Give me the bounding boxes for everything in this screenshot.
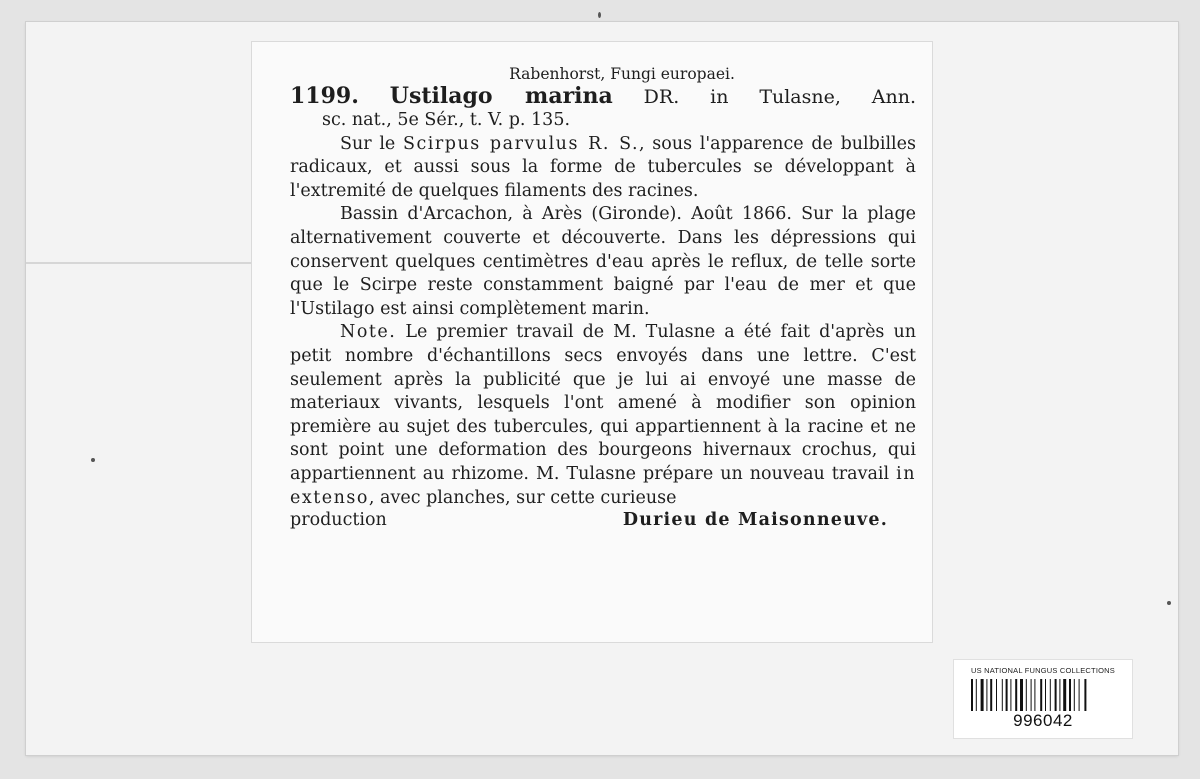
habitat-prefix: Sur le <box>340 133 396 154</box>
note-text-continued: , avec planches, sur cette curieuse <box>368 487 677 508</box>
barcode-graphic <box>969 679 1117 711</box>
reference-continuation: sc. nat., 5e Sér., t. V. p. 135. <box>322 110 571 130</box>
habitat-paragraph <box>290 133 916 204</box>
note-label: Note. <box>340 322 397 343</box>
exsiccata-number: 1199. <box>290 83 359 109</box>
accession-number: 996042 <box>1013 711 1073 730</box>
note-paragraph <box>290 321 916 510</box>
host-name: Scirpus parvulus R. S. <box>403 133 640 154</box>
signature-line <box>290 509 916 533</box>
label-text-block <box>290 64 916 533</box>
debris-speck <box>1167 601 1171 605</box>
envelope-fold-line <box>26 262 251 264</box>
authority-reference: DR. in Tulasne, Ann. <box>643 86 917 108</box>
collection-name: US NATIONAL FUNGUS COLLECTIONS <box>971 666 1115 675</box>
barcode-label <box>954 660 1132 738</box>
debris-speck <box>598 12 601 18</box>
collector-name: Durieu de Maisonneuve. <box>622 510 888 531</box>
locality-paragraph: Bassin d'Arcachon, à Arès (Gironde). Août 1866. Sur la plage alternativement couverte et découverte. Dans les dépressions qui conservent quelques centimètres d'eau après le reflux, de telle sorte que le Scirpe reste constamment baigné par l'eau de mer et que l'Ustilago est ainsi complètement marin. <box>290 204 916 319</box>
note-end: production <box>290 510 387 531</box>
note-text: Le premier travail de M. Tulasne a été fait d'après un petit nombre d'échantillons secs envoyés dans une lettre. C'est seulement après la publicité que je lui ai envoyé une masse de materiaux vivants, lesquels l'ont amené à modifier son opinion première au sujet des tubercules, qui appartiennent à la racine et ne sont point une deformation des bourgeons hivernaux crochus, qui appartiennent au rhizome. M. Tulasne prépare un nouveau travail <box>290 322 916 484</box>
specimen-label <box>252 42 932 642</box>
species-heading <box>290 84 916 109</box>
in-extenso: in extenso <box>290 463 916 508</box>
taxon-name: Ustilago marina <box>389 83 613 109</box>
series-title: Rabenhorst, Fungi europaei. <box>509 65 735 83</box>
habitat-text: , sous l'apparence de bulbilles radicaux, et aussi sous la forme de tubercules se développant à l'extremité de quelques filaments des racines. <box>290 133 916 201</box>
debris-speck <box>91 458 95 462</box>
